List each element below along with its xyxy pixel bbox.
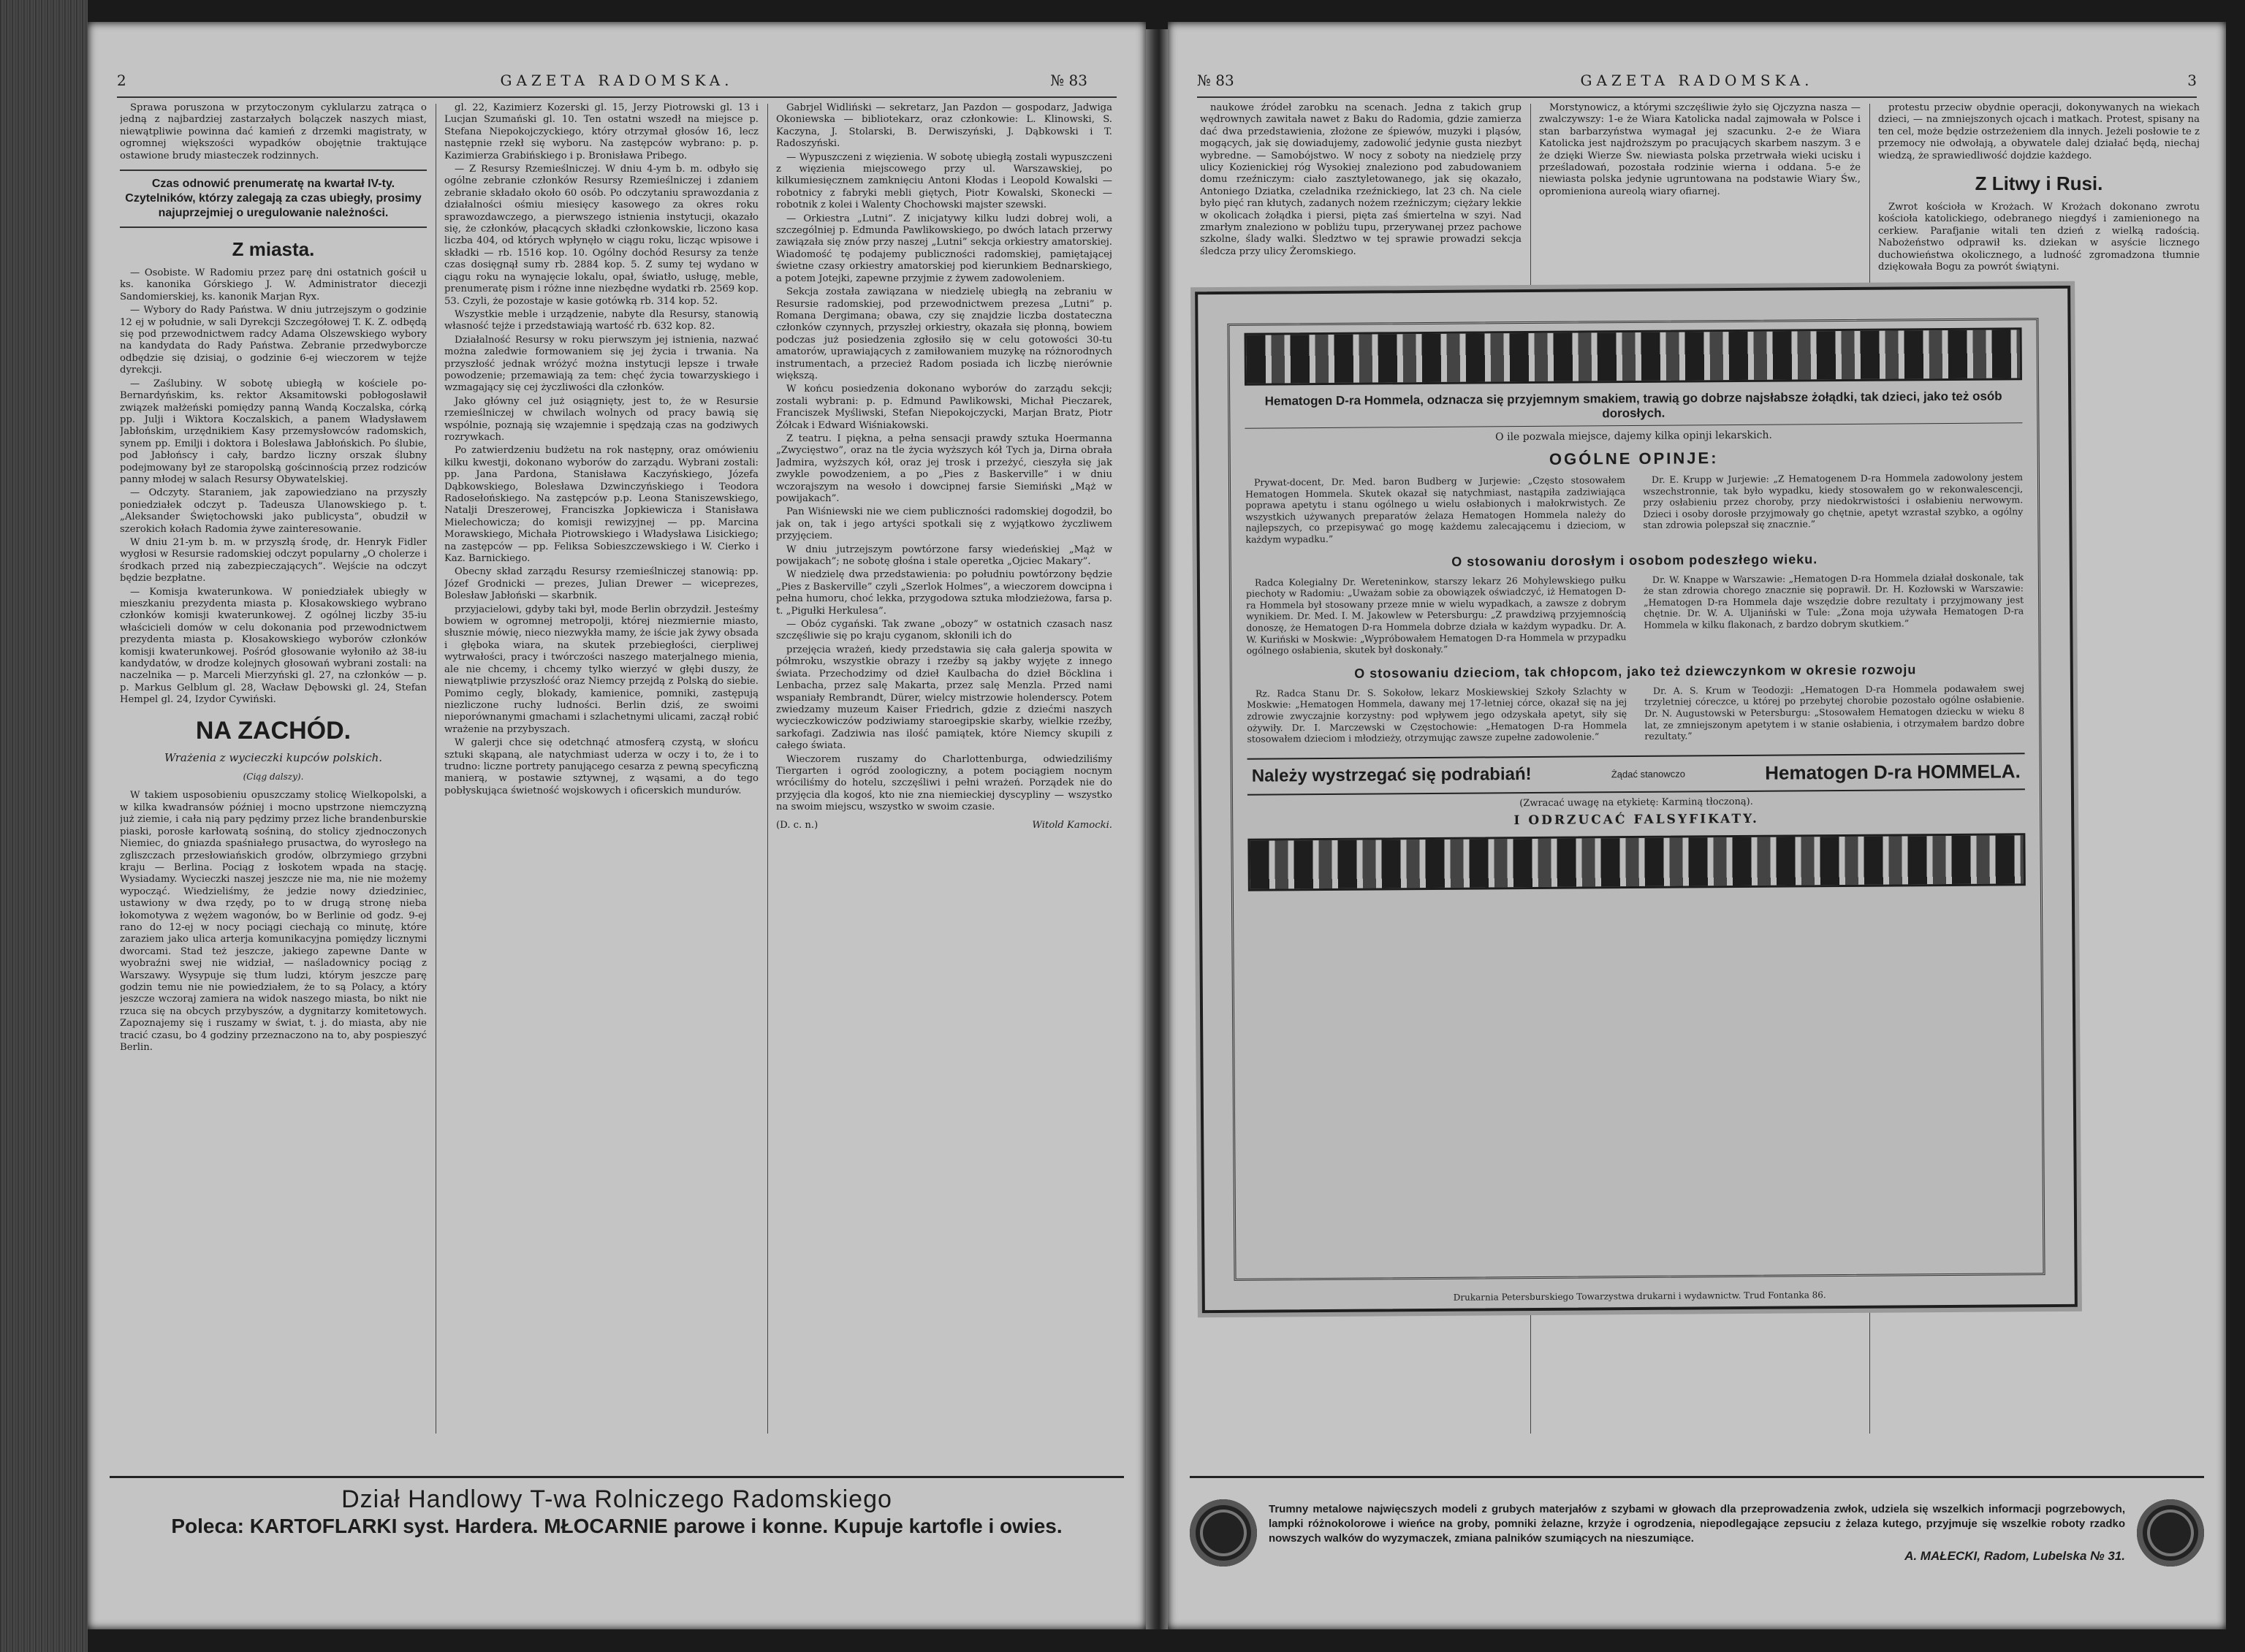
ad-body — [1269, 1502, 2125, 1564]
warning-demand: Żądać stanowczo — [1611, 768, 1686, 780]
ornamental-border-top — [1245, 327, 2022, 385]
right-running-head — [1197, 67, 2197, 98]
news-paragraph: Wieczorem ruszamy do Charlottenburga, odwiedziliśmy Tiergarten i ogród zoologiczny, a potem pociągiem nocnym wróciliśmy do hotelu, szczęśliwi i pełni wrażeń. Porządek nie do przyjęcia dla kogoś, kto nie zna niemieckiej dyscypliny — wszystko na swoim miejscu, wszystko w swoim czasie. — [776, 753, 1112, 813]
notice-line: Czytelników, którzy zalegają za czas ubiegły, prosimy najuprzejmiej o uregulowanie należności. — [125, 192, 422, 220]
ad-text: Trumny metalowe najwięcszych modeli z grubych materjałów z szybami w głowach dla przeprowadzenia zwłok, udziela się wszelkich informacji pogrzebowych, lampki różnokolorowe i wieńce na groby, pomniki żelazne, krzyże i ogrodzenia, niepodlegające zepsuciu z żelaza kutego, przyjmuje się wszelkie roboty rzadko nowszych walków do wyzymaczek, zmiana palników szumiących na nieszumiące. — [1269, 1503, 2125, 1545]
hematogen-heading: OGÓLNE OPINJE: — [1549, 449, 1719, 468]
news-paragraph: Jako główny cel już osiągnięty, jest to, że w Resursie rzemieślniczej w chwilach wolnych od pracy bawią się wspólnie, poznają się wzajemnie i spędzają czas na godziwych rozrywkach. — [444, 395, 759, 443]
hematogen-advertisement-insert — [1195, 286, 2078, 1313]
opinion-columns — [1246, 571, 2024, 660]
left-column-3 — [776, 102, 1112, 1461]
news-paragraph: — Wypuszczeni z więzienia. W sobotę ubiegłą zostali wypuszczeni z więzienia miejscowego przy ul. Warszawskiej, po kilkumiesięcznem zamknięciu Antoni Kłodas i Leopold Kowalski — robotnicy z fabryki mebli giętych, Piotr Kowalski, Skonecki — robotnik z kolei i Walenty Chochowski majster szewski. — [776, 151, 1112, 211]
ornamental-border-bottom — [1247, 833, 2025, 891]
news-paragraph: Działalność Resursy w roku pierwszym jej istnienia, nazwać można zaledwie formowaniem się jej życia i trwania. Na przyszłość jednak wróżyć można instytucji lepsze i trwałe powodzenie; przemawiają za tem: chęć życia towarzyskiego i wzmagający się cej życzliwości dla członków. — [444, 334, 759, 394]
label-note: (Zwracać uwagę na etykietę: Karminą tłoczoną). — [1519, 796, 1753, 809]
article-signature — [776, 820, 1112, 831]
newspaper-title: GAZETA RADOMSKA. — [500, 72, 734, 89]
news-paragraph: — Wybory do Rady Państwa. W dniu jutrzejszym o godzinie 12 ej w południe, w sali Dyrekcji Szczegółowej T. K. Z. odbędą się pod przewodnictwem radcy Adama Olszewskiego wybory na kandydata do Rady Państwa. Zebranie przedwyborcze odbędzie się dzisiaj, o godzinie 6-ej wieczorem w tejże dyrekcji. — [120, 305, 427, 376]
news-paragraph: gl. 22, Kazimierz Kozerski gl. 15, Jerzy Piotrowski gl. 13 i Lucjan Szumański gl. 10. Ten ostatni wszedł na miejsce p. Stefana Niepokojczyckiego, który otrzymał głosów 16, lecz następnie rzekł się wyboru. Na zastępców wybrano: p. p. Kazimierza Grabińskiego i p. Bronisława Pribego. — [444, 102, 759, 161]
news-paragraph: Zwrot kościoła w Krożach. W Krożach dokonano zwrotu kościoła katolickiego, odebranego niegdyś i zamienionego na cerkiew. Parafjanie witali ten dzień z wielką radością. Nabożeństwo odprawił ks. dziekan w asyście licznego duchowieństwa okolicznego, a ludność zgromadzona tłumnie dziękowała Bogu za powrót świątyni. — [1878, 202, 2200, 273]
news-paragraph: Gabrjel Widliński — sekretarz, Jan Pazdon — gospodarz, Jadwiga Okoniewska — bibliotekarz, oraz członkowie: L. Klinowski, S. Kaczyna, J. Stolarski, B. Derwiszyński, J. Dąbkowski i T. Radoszyński. — [776, 102, 1112, 150]
hematogen-lead: Hematogen D-ra Hommela, odznacza się przyjemnym smakiem, trawią go dobrze najsłabsze żołądki, tak dzieci, jako też osób dorosłych. — [1245, 389, 2022, 428]
hematogen-intro: O ile pozwala miejsce, dajemy kilka opinji lekarskich. — [1495, 429, 1772, 444]
ad-body: Poleca: KARTOFLARKI syst. Hardera. MŁOCARNIE parowe i konne. Kupuje kartofle i owies. — [171, 1515, 1063, 1537]
company-seal-icon — [1190, 1499, 1257, 1567]
left-column-1 — [120, 102, 427, 1461]
opinion-text: Dr. E. Krupp w Jurjewie: „Z Hematogenem D-ra Hommela zadowolony jestem wszechstronnie, tak było wypadku, kiedy stosowałem go w rekonwalescencji, przy osłabieniu przez choroby, przy niedokrwistości i osłabieniu nerwowym. Dzieci i osoby dorosłe przyjmowały go chętnie, apetyt wzrastał szybko, a ogólny stan zdrowia polepszał się znacznie.” — [1643, 471, 2024, 531]
news-paragraph: — Obóz cygański. Tak zwane „obozy” w ostatnich czasach nasz szczęśliwie się po kraju cyganom, skłonili ich do — [776, 619, 1112, 642]
opinion-text: Prywat-docent, Dr. Med. baron Budberg w Jurjewie: „Często stosowałem Hematogen Hommela. Skutek okazał się natychmiast, nastąpiła zadziwiająca poprawa apetytu i stanu ogólnego u wielu osłabionych i małokrwistych. Ze wszystkich używanych preparatów żelaza Hematogen Hommela należy do najlepszych, co przepisywać go mogę każdemu zalecającemu i dzieciom, w każdym wypadku.” — [1245, 474, 1626, 545]
right-column-1 — [1200, 102, 1522, 307]
news-paragraph: Morstynowicz, a którymi szczęśliwie żyło się Ojczyzna nasza — zwalczywszy: 1-e że Wiara Katolicka nadal zajmowała w Polsce i stan barbarzyństwa wymagał jej szacunku. 2-e że Wiara Katolicka jest najdroższym po pracujących skarbem naszym. 3 e że dzięki Wierze Św. niewiasta polska przetrwała wieki ucisku i prześladowań, pozostała rodzinie wierna i oddana. 5-e że niewiasta polska jedynie ugruntowana na podstawie Wiary Św., opromieniona aureolą wiary ofiarnej. — [1539, 102, 1861, 197]
news-paragraph: W dniu jutrzejszym powtórzone farsy wiedeńskiej „Mąż w powijakach”; ne sobotę głośna i stale operetka „Ojciec Makary”. — [776, 544, 1112, 568]
opinion-text: Dr. A. S. Krum w Teodozji: „Hematogen D-ra Hommela podawałem swej trzyletniej córeczce, u której po przebytej chorobie pozostało ogólne osłabienie. Dr. N. Augustowski w Petersburgu: „Stosowałem Hematogen dziecku w wieku 8 lat, ze zmniejszonym apetytem i w stanie osłabienia, i otrzymałem bardzo dobre rezultaty.” — [1644, 682, 2025, 742]
opinion-text: Dr. W. Knappe w Warszawie: „Hematogen D-ra Hommela działał doskonale, tak że stan zdrowia chorego znacznie się poprawił. Dr. H. Kozłowski w Warszawie: „Hematogen D-ra Hommela daje wszędzie dobre rezultaty i przyjmowany jest chętnie. Dr. W. A. Uljaniński w Tule: „Żona moja używała Hematogen D-ra Hommela w kilku flakonach, z bardzo dobrym skutkiem.” — [1643, 571, 2024, 631]
news-paragraph: W niedzielę dwa przedstawienia: po południu powtórzony będzie „Pies z Baskerville” czyli „Szerlok Holmes”, a wieczorem dowcipna i pełna humoru, choć lekka, przygodowa sztuka młodzieżowa, farsa p. t. „Pigułki Herkulesa”. — [776, 569, 1112, 617]
ad-signature: A. MAŁECKI, Radom, Lubelska № 31. — [1904, 1549, 2125, 1563]
left-page-number: 2 — [117, 72, 126, 89]
hematogen-heading: O stosowaniu dorosłym i osobom podeszłego wieku. — [1451, 551, 1818, 569]
news-paragraph: — Osobiste. W Radomiu przez parę dni ostatnich gościł u ks. kanonika Górskiego J. W. Administrator diecezji Sandomierskiej, ks. kanonik Marjan Ryx. — [120, 267, 427, 302]
right-page-number: 3 — [2187, 72, 2197, 89]
news-paragraph: Po zatwierdzeniu budżetu na rok następny, oraz omówieniu kilku kwestji, dokonano wyborów do zarządu. Wybrani zostali: pp. Jana Pardona, Stanisława Kaczyńskiego, Józefa Dąbkowskiego, Bolesława Dzwinczyńskiego i Teodora Radosełońskiego. Na zastępców p.p. Leona Staniszewskiego, Natalji Dreszerowej, Franciszka Jopkiewicza i Stanisława Mielechowicza; do komisji rewizyjnej — pp. Marcina Morawskiego, Michała Piotrowskiego i Władysława Lisickiego; na zastępców — pp. Feliksa Sobieszczewskiego i W. Cierko i Kaz. Barnickiego. — [444, 445, 759, 565]
right-column-2 — [1539, 102, 1861, 307]
news-paragraph: — Orkiestra „Lutni”. Z inicjatywy kilku ludzi dobrej woli, a szczególniej p. Edmunda Pawlikowskiego, po dwóch latach przerwy zawiązała się znów przy naszej „Lutni” sekcja orkiestry amatorskiej. Wiadomość tę podajemy publiczności radomskiej, pamiętającej świetne czasy orkiestry amatorskiej pod kierunkiem Bednarskiego, a potem Jotejki, zapewne przyjmie z żywem zadowoleniem. — [776, 213, 1112, 284]
author-name: Witold Kamocki. — [1032, 819, 1112, 831]
news-paragraph: protestu przeciw obydnie operacji, dokonywanych na wiekach dzieci, — na zmniejszonych ojcach i matkach. Protest, spisany na ten cel, może będzie ostrzeżeniem dla innych. Jeżeli posłowie te z przemocy nie odwołają, a obywatele dalej działać będą, niechaj wiedzą, że sprawiedliwość dojdzie każdego. — [1878, 102, 2200, 161]
feature-subtitle: Wrażenia z wycieczki kupców polskich. — [164, 750, 383, 764]
to-be-continued: (D. c. n.) — [776, 819, 818, 831]
right-issue-number: № 83 — [1197, 72, 1234, 89]
opinion-columns — [1245, 471, 2024, 548]
continuation-note: (Ciąg dalszy). — [243, 772, 304, 783]
column-rule — [767, 104, 768, 1434]
left-running-head — [117, 67, 1117, 98]
news-paragraph: W końcu posiedzenia dokonano wyborów do zarządu sekcji; zostali wybrani: p. p. Edmund Pawlikowski, Michał Pieczarek, Franciszek Myśliwski, Stefan Niepokojczycki, Marjan Bratz, Piotr Żółcak i Edward Wiśniakowski. — [776, 384, 1112, 431]
newspaper-title: GAZETA RADOMSKA. — [1580, 72, 1814, 89]
news-paragraph: Sekcja została zawiązana w niedzielę ubiegłą na zebraniu w Resursie radomskiej, pod przewodnictwem prezesa „Lutni” p. Romana Dergimana; obawa, czy się znajdzie liczba dostateczna członków czynnych, przyszłej orkiestry, okazała się płonną, bowiem podczas już posiedzenia zgłosiło się w celu gotowości 30-tu amatorów, uprawiających z zamiłowaniem muzykę na różnorodnych instrumentach, a przecież Radom posiada ich liczbę nierównie większą. — [776, 286, 1112, 381]
feature-paragraph: W takiem usposobieniu opuszczamy stolicę Wielkopolski, a w kilka kwadransów później i mocno upstrzone niemczyzną już ziemie, i cała nią pary pędzimy przez liche brandenburskie piaski, porosłe karłowatą sośniną, do stolicy zjednoczonych Niemiec, do gniazda spaśniałego prusactwa, do wyrosłego na zgliszczach przesłowiańskich grodów, olbrzymiego grzybni kraju — Berlina. Pociąg z łoskotem wpada na stację. Wysiadamy. Wycieczki naszej jeszcze nie ma, nie nie możemy wypocząć. Wiedzieliśmy, że jedzie nowy dziedziniec, ustawiony w dwa rzędy, po to w drugą stronę nieba łokomotywa z wężem wagonów, bo w Berlinie od godz. 9-ej rano do 12-ej w nocy pociągi ciechają co minutę, które zaraziem jako ulica arterja komunikacyjna pomiędzy licznymi dworcami. Stad też jeszcze, jakiego zapewne Dante w wyobraźni swej nie widział, — naśladownicy pociąg z Warszawy. Wysypuje się tłum ludzi, którym jeszcze parę godzin temu nie nie powiedziałem, że to są Polacy, a który jeszcze wczoraj zamiera na widok naszego miasta, bo nikt nie rzuca się na obcych przybyszów, a dygnitarzy komitetowych. Zapoznajemy się i ruszamy w świat, t. j. do miasta, aby nie tracić czasu, bo 4 godziny przeznaczono na to, aby pospieszyć Berlin. — [120, 790, 427, 1053]
news-paragraph: Wszystkie meble i urządzenie, nabyte dla Resursy, stanowią własność tejże i przedstawiają wartość rb. 632 kop. 82. — [444, 308, 759, 332]
opening-paragraph: Sprawa poruszona w przytoczonym cyklularzu zatrąca o jedną z najbardziej zastarzałych bolączek naszych miast, niewątpliwie powinna dać kamień z drzemki magistraty, w ogromnej większości wypadków obojętnie traktujące ostawione brudy miasteczek rodzinnych. — [120, 102, 427, 161]
ad-heading: Dział Handlowy T-wa Rolniczego Radomskiego — [341, 1485, 892, 1513]
hematogen-heading: O stosowaniu dzieciom, tak chłopcom, jako też dziewczynkom w okresie rozwoju — [1354, 662, 1917, 681]
left-column-2 — [444, 102, 759, 1461]
news-paragraph: Pan Wiśniewski nie we ciem publiczności radomskiej dogodził, bo jak on, tak i jego artyści spotkali się z wyjątkowo życzliwem przyjęciem. — [776, 506, 1112, 542]
funeral-advertisement — [1190, 1476, 2204, 1580]
news-paragraph: przejęcia wrażeń, kiedy przedstawia się cała galerja spowita w półmroku, wszystkie obrazy i rzeźby są jakby wyjęte z innego świata. Przechodzimy od dzieł Kaulbacha do dzieł Böcklina i Lenbacha, przez salę Makarta, przez salę Menzla. Przed nami wspaniały Rembrandt, Dürer, wielcy mistrzowie holenderscy. Potem zwiedzamy muzeum Kaiser Friedrich, gdzie z dziećmi naszych wycieczkowiczów podziwiamy staroegipskie skarby, wielkie rzeźby, sarkofagi. Zadziwia nas ilość pamiątek, które Niemcy skupili z całego świata. — [776, 644, 1112, 752]
company-seal-icon — [2137, 1499, 2204, 1567]
news-paragraph: — Z Resursy Rzemieślniczej. W dniu 4-ym b. m. odbyło się ogólne zebranie członków Resursy Rzemieślniczej i zdaniem zebranie składało około 60 osób. Po odczytaniu sprawozdania z działalności ośmiu miesięcy kasowego za okres roku sprawozdawczego, a pierwszego istnienia instytucji, okazało się, że członków, płacących składki członkowskie, liczono kasa liczba 404, od których wpłynęło w ciągu roku, licząc wpisowe i składki — rb. 1516 kop. 10. Ogólny dochód Resursy za tenże czas dosięgnął sumy rb. 2884 kop. 5. Z sumy tej wydano w ciągu roku na wynajęcie lokalu, opał, światło, usługę, meble, prenumeratę pism i różne inne niezbędne wydatki rb. 2569 kop. 53. Czyli, że pozostaje w kasie gotówką rb. 314 kop. 52. — [444, 164, 759, 307]
subscription-notice — [120, 170, 427, 228]
news-paragraph: Obecny skład zarządu Resursy rzemieślniczej stanowią: pp. Józef Grodnicki — prezes, Julian Drewer — wiceprezes, Bolesław Jabłoński — skarbnik. — [444, 566, 759, 602]
book-spine — [0, 0, 88, 1652]
news-paragraph: — Zaślubiny. W sobotę ubiegłą w kościele po-Bernardyńskim, ks. rektor Aksamitowski pobłogosławił związek małżeński pomiędzy panną Wandą Koczalska, córką pp. Julji i Wiktora Koczalskich, a panem Władysławem Jabłońskim, urzędnikiem Kasy przemysłowców radomskich, synem pp. Emilji i doktora i Bolesława Jabłońskich. Po ślubie, pod Jabłońscy i cały, bardzo liczny orszak ślubny podejmowany był ze staropolską gościnnością przez rodziców panny młodej w salach Resursy Obywatelskiej. — [120, 378, 427, 485]
section-title: Z Litwy i Rusi. — [1975, 172, 2103, 195]
page-gutter — [1146, 29, 1168, 1629]
news-paragraph: — Odczyty. Staraniem, jak zapowiedziano na przyszły poniedziałek odczyt p. Tadeusza Ulanowskiego p. t. „Aleksander Świętochowski jako publicysta”, obudził w szerokich kołach Radomia żywe zainteresowanie. — [120, 487, 427, 535]
hematogen-frame — [1227, 318, 2045, 1281]
warning-text: Należy wystrzegać się podrabiań! — [1251, 764, 1532, 786]
issue-number: № 83 — [1050, 72, 1087, 89]
news-paragraph: przyjacielowi, gdyby taki był, mode Berlin obrzydził. Jesteśmy bowiem w ogromnej metropolji, której niezmiernie miasto, słusznie mówię, nieco niezwykła mamy, że iście jak żywy obsada i głęboka wiara, na skutek przebiegłości, cierpliwej wytrwałości, pracy i twórczości naszego materjalnego mienia, ale nie chcemy, i chcemy tylko wierzyć w głębi duszy, że niewątpliwie przyszłość oraz Niemcy przejdą z Polską do siebie. Pomimo cegly, blokady, kamienice, pomniki, zastępują niezliczone ruchy ludności. Berlin dziś, ze swoimi nieporównanymi gmachami i szlachetnymi ulicami, zaczął robić wrażenie na przybyszach. — [444, 604, 759, 735]
printer-note: Drukarnia Petersburskiego Towarzystwa drukarni i wydawnictw. Trud Fontanka 86. — [1453, 1290, 1826, 1303]
news-paragraph: Z teatru. I piękna, a pełna sensacji prawdy sztuka Hoermanna „Zwycięstwo”, oraz na tle życia wyższych kół Tych ja, Dirna obrała Jadmira, wyższych kół, oraz jej trosk i przeżyć, cieszyła się jak zwykle powodzeniem, a po „Pies z Baskerville” i w dniu wczorajszym na wesoło i dowcipnej farsie Siemiński „Mąż w powijakach”. — [776, 433, 1112, 504]
opinion-columns — [1247, 682, 2025, 747]
news-paragraph: naukowe źródeł zarobku na scenach. Jedna z takich grup wędrownych zawitała nawet z Baku do Radomia, gdzie zamierza dać dwa przedstawienia, złożone ze śpiewów, muzyki i pląsów, mogących, jak się dowiadujemy, zadowolić jedynie gusta niezbyt wybredne. — Samobójstwo. W nocy z soboty na niedzielę przy ulicy Kozienickiej róg Wysokiej znaleziono pod zabudowaniem domu rzeźniczym: ciało zasztyletowanego, jak się okazało, Antoniego Dziatka, czeladnika rzeźnickiego, lat 23 ch. Na ciele było pięć ran kłutych, zadanych nożem rzeźniczym; ciężary lekkie w okolicach żołądka i piersi, pięta zaś śmiertelna w szyi. Nad zmarłym znaleziono w pobliżu tupu, przerywanej przez pachowe szkolne, ślady walki. Śledztwo w tej sprawie prowadzi sekcja śledcza przy ulicy Żeromskiego. — [1200, 102, 1522, 257]
counterfeit-warning — [1247, 753, 2025, 795]
notice-line: Czas odnowić prenumeratę na kwartał IV-ty. — [151, 178, 395, 191]
warning-product: Hematogen D-ra HOMMELA. — [1765, 760, 2021, 784]
section-title: Z miasta. — [232, 238, 315, 261]
news-paragraph: W dniu 21-ym b. m. w przyszłą środę, dr. Henryk Fidler wygłosi w Resursie radomskiej odczyt popularny „O cholerze i środkach przed nią zabezpieczających”. Wejście na odczyt będzie bezpłatne. — [120, 536, 427, 585]
reject-note: I ODRZUCAĆ FALSYFIKATY. — [1513, 811, 1759, 828]
news-paragraph: W galerji chce się odetchnąć atmosferą czystą, w słońcu sztuki skąpaną, ale natychmiast uderza w oczy i to, że i to trudno: liczne portrety panującego cesarza z pewną specyficzną manierą, w postawie sztywnej, z wąsami, a do tego pobłyskująca świetność wojskowych i oficerskich mundurów. — [444, 737, 759, 796]
news-paragraph: — Komisja kwaterunkowa. W poniedziałek ubiegły w mieszkaniu prezydenta miasta p. Kłosakowskiego wybrano członków komisji kwaterunkowej. Z ogólnej liczby 35-iu właścicieli domów w celu dokonania pod przewodnictwem prezydenta miasta p. Kłosakowskiego wyborów członków komisji kwaterunkowej. Pośród głosowanie wyłoniło aż 38-iu kandydatów, w drodze kolejnych głosowań wybrani zostali: na naczelnika — p. Marceli Mierzyński gl. 27, na członków — p. p. Markus Gelblum gl. 28, Wacław Dębowski gl. 24, Stefan Hempel gl. 24, Izydor Cywiński. — [120, 586, 427, 706]
left-page — [88, 22, 1146, 1629]
trade-advertisement — [110, 1476, 1124, 1580]
feature-title: NA ZACHÓD. — [195, 716, 352, 745]
opinion-text: Rz. Radca Stanu Dr. S. Sokołow, lekarz Moskiewskiej Szkoły Szlachty w Moskwie: „Hematogen Hommela, dawany mej 17-letniej córce, okazał się na jej zdrowie zwyczajnie korzystny: pod wpływem jego odzyskała apetyt, siły się ożywiły. Dr. I. Marczewski w Częstochowie: „Hematogen D-ra Hommela stosowałem dzieciom i młodzieży, otrzymując zawsze zupełne zadowolenie.” — [1247, 685, 1627, 745]
opinion-text: Radca Kolegialny Dr. Wereteninkow, starszy lekarz 26 Mohylewskiego pułku piechoty w Radomiu: „Uważam sobie za obowiązek oświadczyć, iż Hematogen D-ra Hommela był stosowany przeze mnie w wielu wypadkach, a zawsze z dobrym wynikiem. Dr. Med. I. M. Jakowlew w Petersburgu: „Z prawdziwą przyjemnością donoszę, że Hematogen D-ra Hommela dobrze działa w każdym wypadku. Dr. A. W. Kuriński w Moskwie: „Wypróbowałem Hematogen D-ra Hommela w przypadku ogólnego osłabienia, skutek był doskonały.” — [1245, 574, 1627, 656]
